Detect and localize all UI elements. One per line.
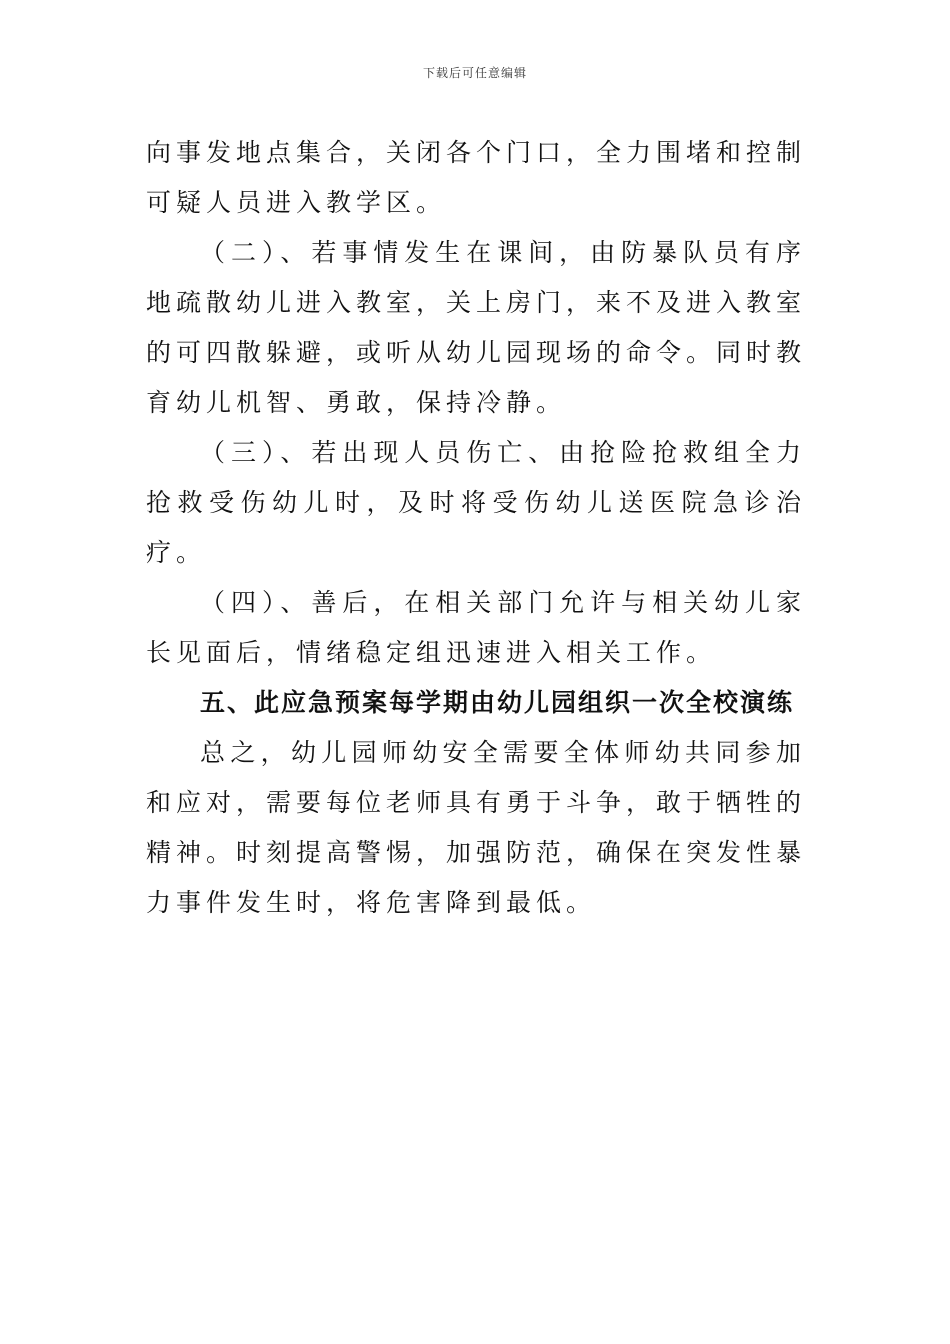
paragraph-continuation: 向事发地点集合，关闭各个门口，全力围堵和控制可疑人员进入教学区。 — [146, 138, 807, 217]
paragraph-item-2: （二）、若事情发生在课间，由防暴队员有序地疏散幼儿进入教室，关上房门，来不及进入教室的可四散躲避，或听从幼儿园现场的命令。同时教育幼儿机智、勇敢，保持冷静。 — [146, 238, 807, 417]
page-header-note: 下载后可任意编辑 — [422, 66, 527, 80]
closing-paragraph: 总之，幼儿园师幼安全需要全体师幼共同参加和应对，需要每位老师具有勇于斗争，敢于牺牲的精神。时刻提高警惕，加强防范，确保在突发性暴力事件发生时，将危害降到最低。 — [146, 738, 807, 917]
document-body — [146, 128, 806, 928]
paragraph-item-3: （三）、若出现人员伤亡、由抢险抢救组全力抢救受伤幼儿时，及时将受伤幼儿送医院急诊治疗。 — [146, 438, 806, 567]
section-heading-5: 五、此应急预案每学期由幼儿园组织一次全校演练 — [200, 688, 795, 717]
paragraph-item-4: （四）、善后，在相关部门允许与相关幼儿家长见面后，情绪稳定组迅速进入相关工作。 — [146, 588, 806, 667]
